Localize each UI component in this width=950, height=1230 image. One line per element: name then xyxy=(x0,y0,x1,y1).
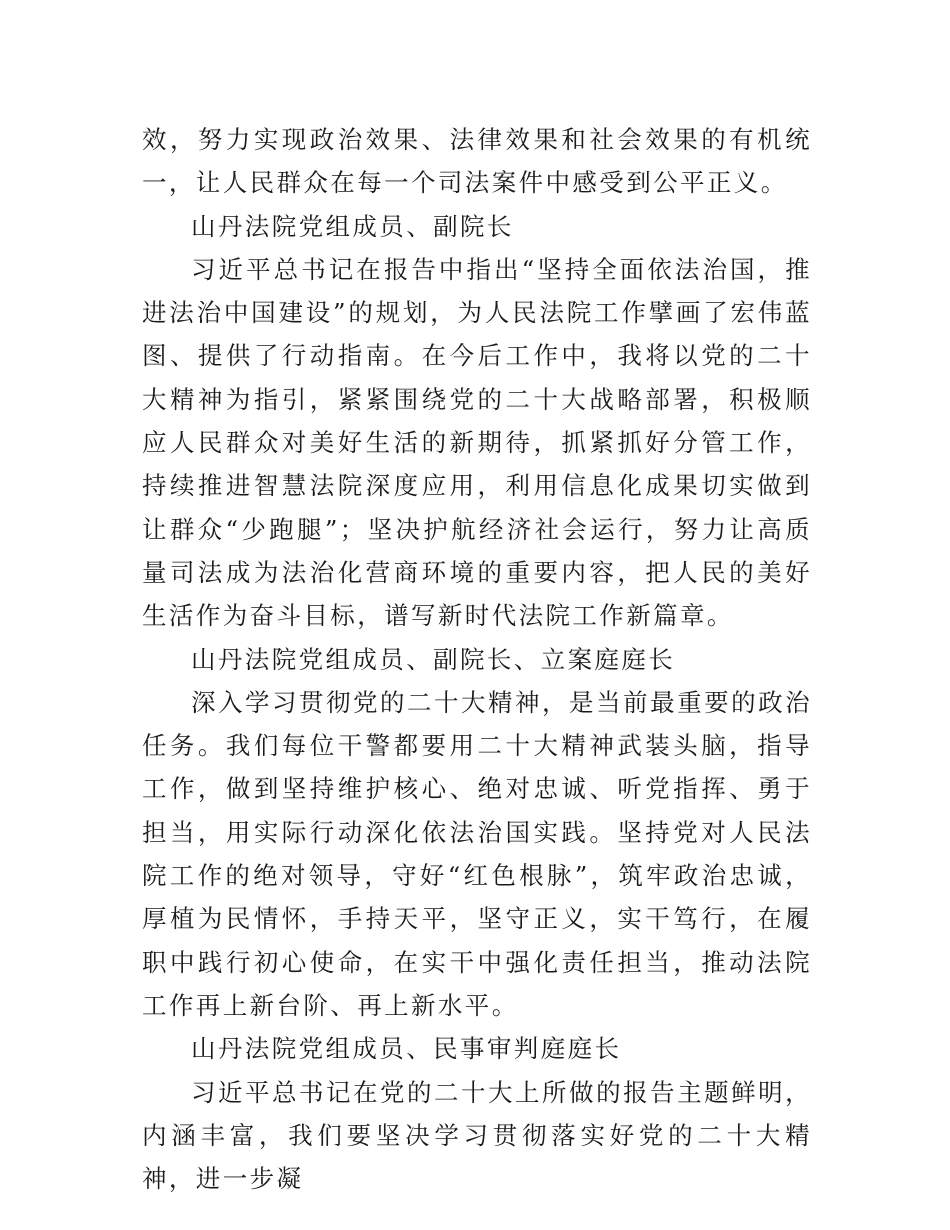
speaker-title-filing-division-head: 山丹法院党组成员、副院长、立案庭庭长 xyxy=(191,644,676,674)
paragraph-continuation: 效，努力实现政治效果、法律效果和社会效果的有机统一，让人民群众在每一个司法案件中感受到公平正义。 xyxy=(142,125,812,198)
paragraph-filing-division-remarks: 深入学习贯彻党的二十大精神，是当前最重要的政治任务。我们每位干警都要用二十大精神武装头脑，指导工作，做到坚持维护核心、绝对忠诚、听党指挥、勇于担当，用实际行动深化依法治国实践。坚持党对人民法院工作的绝对领导，守好“红色根脉”，筑牢政治忠诚，厚植为民情怀，手持天平，坚守正义，实干笃行，在履职中践行初心使命，在实干中强化责任担当，推动法院工作再上新台阶、再上新水平。 xyxy=(142,687,812,1020)
speaker-title-civil-division-head: 山丹法院党组成员、民事审判庭庭长 xyxy=(191,1034,622,1064)
paragraph-civil-division-remarks: 习近平总书记在党的二十大上所做的报告主题鲜明，内涵丰富，我们要坚决学习贯彻落实好党的二十大精神，进一步凝 xyxy=(142,1077,812,1194)
paragraph-vice-president-remarks: 习近平总书记在报告中指出“坚持全面依法治国，推进法治中国建设”的规划，为人民法院工作擘画了宏伟蓝图、提供了行动指南。在今后工作中，我将以党的二十大精神为指引，紧紧围绕党的二十大战略部署，积极顺应人民群众对美好生活的新期待，抓紧抓好分管工作，持续推进智慧法院深度应用，利用信息化成果切实做到让群众“少跑腿”；坚决护航经济社会运行，努力让高质量司法成为法治化营商环境的重要内容，把人民的美好生活作为奋斗目标，谱写新时代法院工作新篇章。 xyxy=(142,254,812,631)
document-body xyxy=(142,118,812,1200)
speaker-title-vice-president: 山丹法院党组成员、副院长 xyxy=(191,211,514,241)
